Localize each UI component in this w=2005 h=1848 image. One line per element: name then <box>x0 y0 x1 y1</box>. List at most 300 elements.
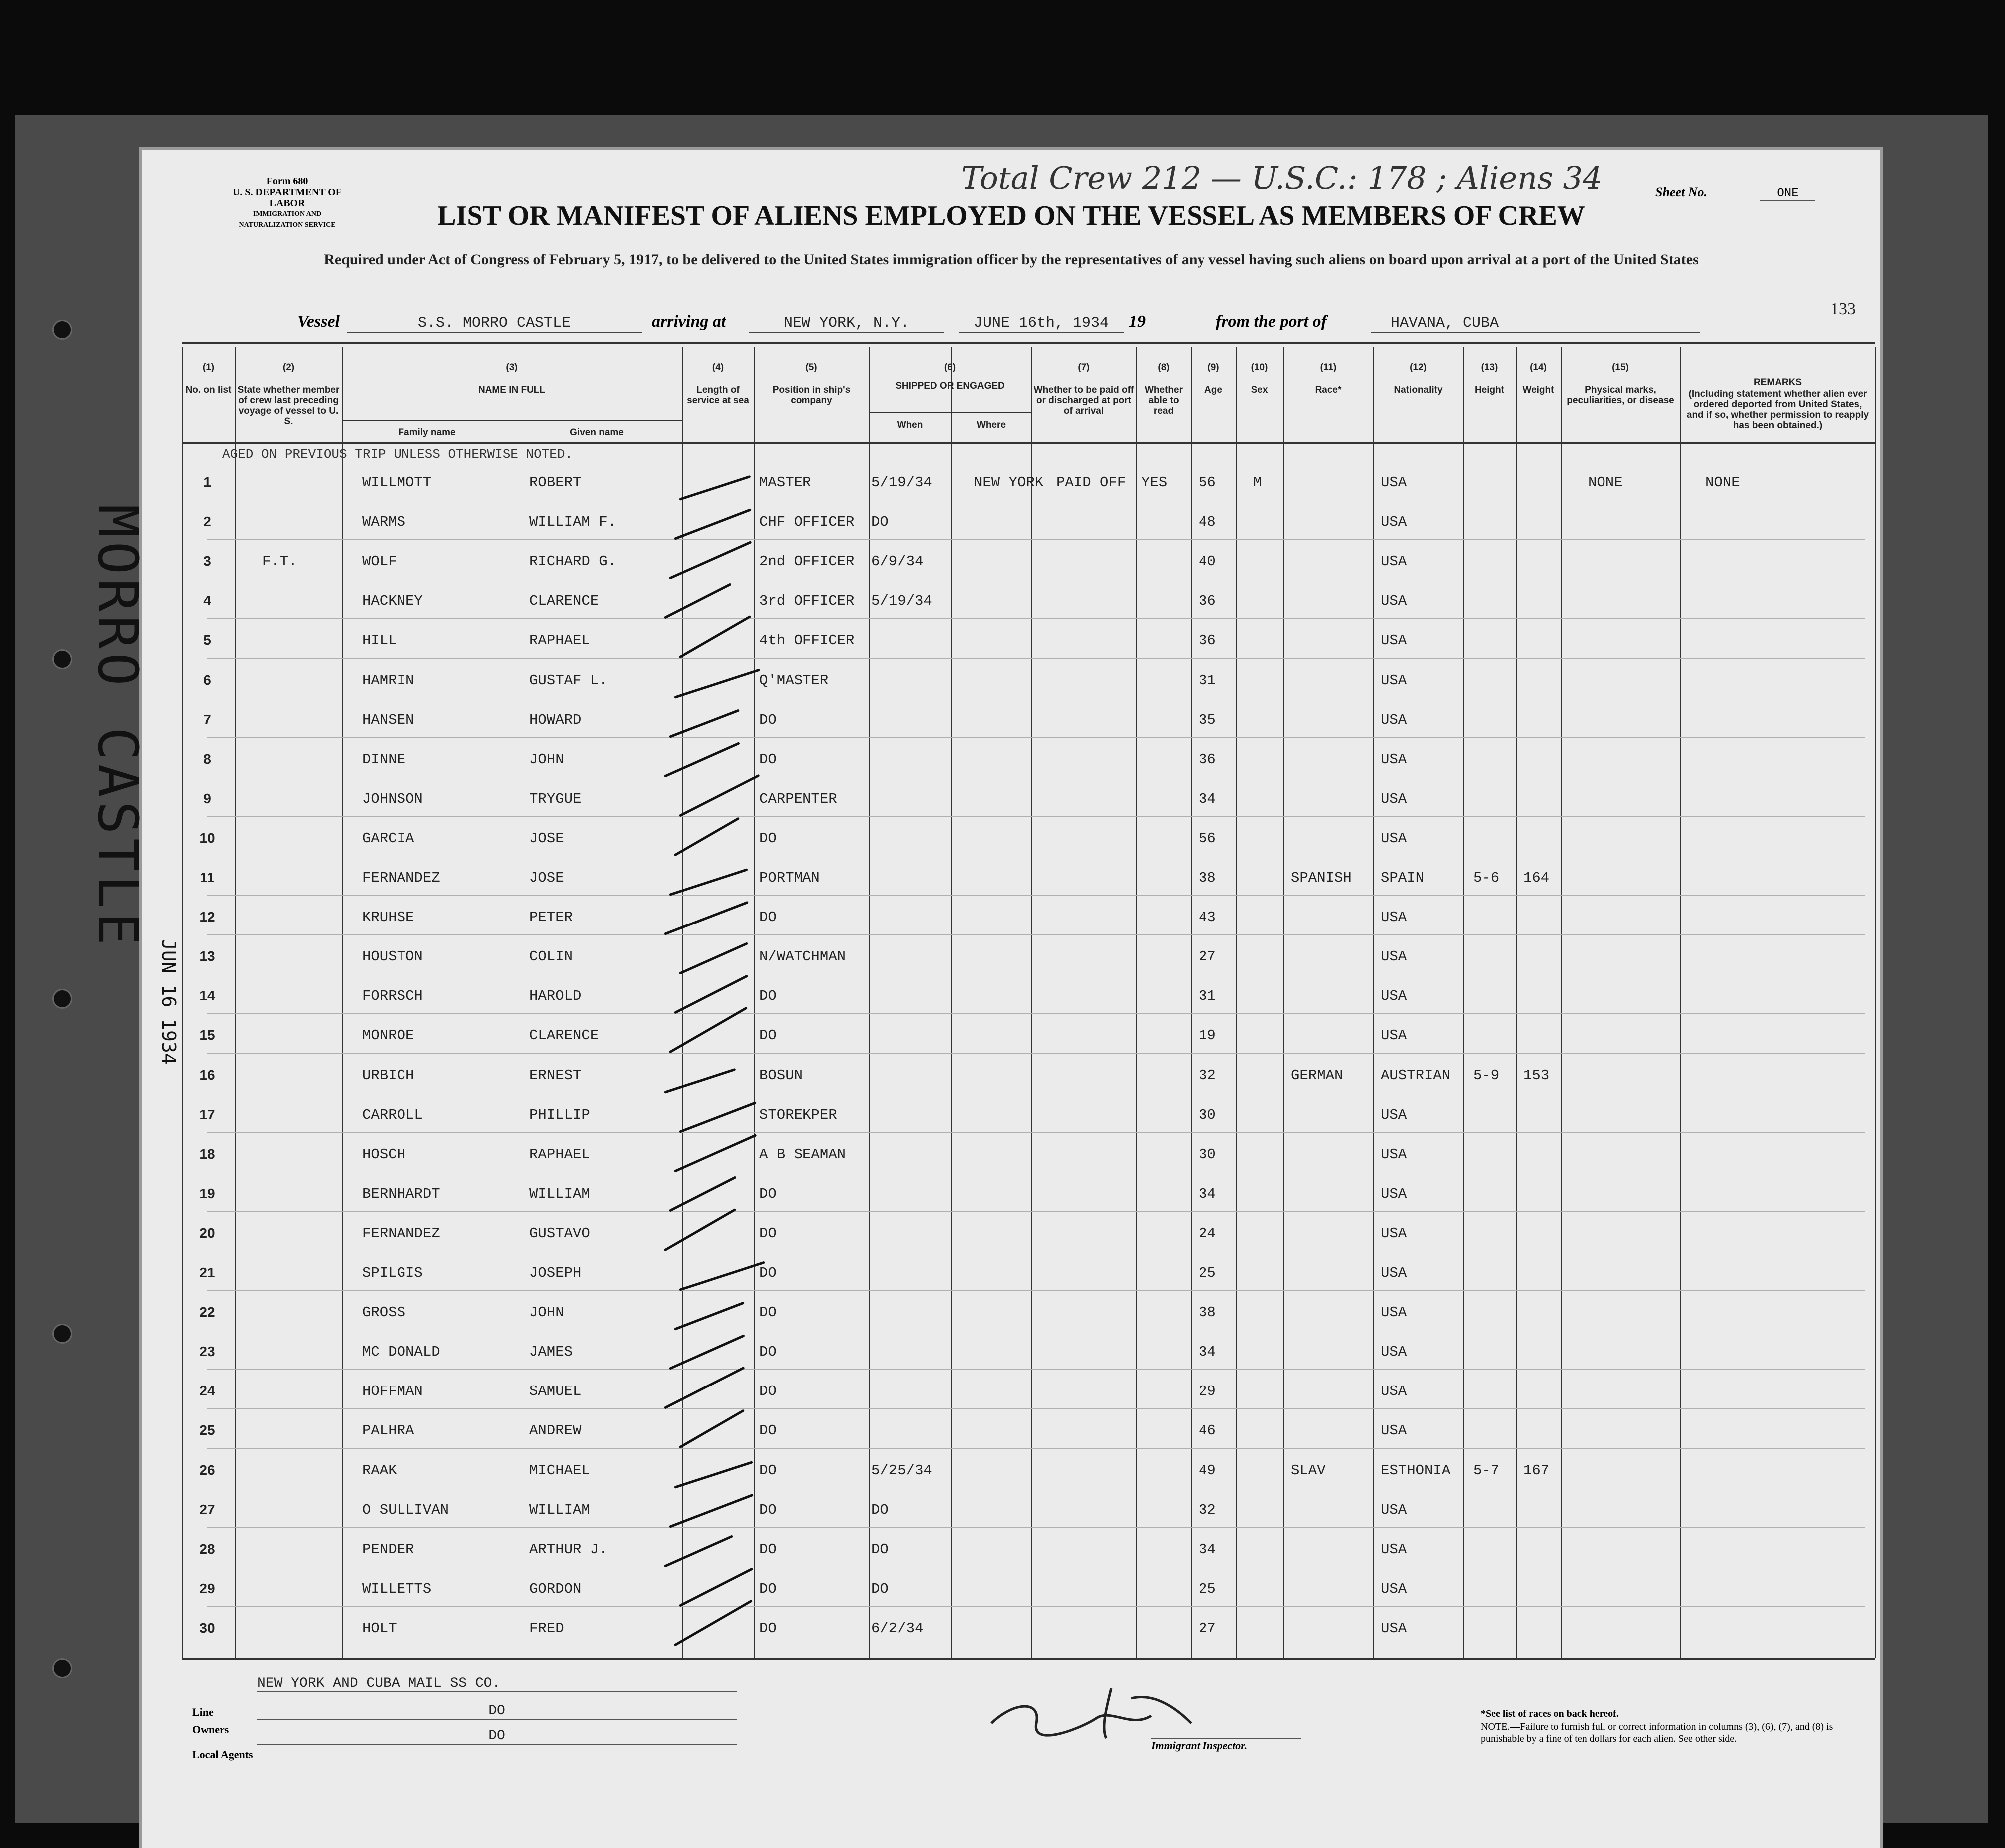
cell-nationality: USA <box>1381 1027 1407 1044</box>
column-header: No. on list <box>185 385 232 395</box>
service-check-mark <box>674 1134 757 1173</box>
row-rule <box>207 1013 1865 1014</box>
row-number: 7 <box>203 711 211 727</box>
cell-position: DO <box>759 1265 777 1281</box>
cell-given: CLARENCE <box>529 1027 599 1044</box>
cell-age: 34 <box>1199 790 1216 807</box>
cell-nationality: USA <box>1381 1501 1407 1518</box>
cell-given: PHILLIP <box>529 1106 590 1123</box>
cell-position: DO <box>759 1383 777 1400</box>
cell-when: 5/25/34 <box>871 1462 932 1479</box>
row-rule <box>207 1290 1865 1291</box>
row-rule <box>207 618 1865 619</box>
row-rule <box>207 1527 1865 1528</box>
cell-position: CARPENTER <box>759 790 837 807</box>
row-number: 14 <box>199 988 215 1004</box>
row-number: 29 <box>199 1580 215 1596</box>
cell-age: 49 <box>1199 1462 1216 1479</box>
punch-hole <box>52 989 72 1009</box>
row-number: 24 <box>199 1383 215 1399</box>
cell-family: PENDER <box>362 1541 414 1558</box>
cell-family: JOHNSON <box>362 790 423 807</box>
service-check-mark <box>664 901 749 935</box>
cell-position: DO <box>759 909 777 926</box>
row-number: 17 <box>199 1106 215 1122</box>
cell-family: WILLETTS <box>362 1580 432 1597</box>
cell-nationality: USA <box>1381 593 1407 610</box>
cell-when: DO <box>871 1580 889 1597</box>
row-rule <box>207 1448 1865 1449</box>
column-rule <box>342 347 343 1658</box>
service-check-mark <box>664 742 740 778</box>
row-number: 3 <box>203 553 211 569</box>
cell-weight: 167 <box>1523 1462 1550 1479</box>
row-number: 2 <box>203 514 211 530</box>
column-rule <box>1136 347 1137 1658</box>
column-header: Physical marks, peculiarities, or disease <box>1567 385 1674 406</box>
cell-given: PETER <box>529 909 573 926</box>
agents-value: DO <box>257 1728 737 1745</box>
punch-hole <box>52 649 72 669</box>
column-header: NAME IN FULL <box>478 385 546 395</box>
cell-given: GORDON <box>529 1580 582 1597</box>
cell-family: WARMS <box>362 514 406 531</box>
cell-family: GROSS <box>362 1304 406 1321</box>
inspector-label: Immigrant Inspector. <box>1151 1738 1301 1752</box>
cell-nationality: USA <box>1381 1541 1407 1558</box>
cell-where: NEW YORK <box>974 474 1044 491</box>
cell-age: 34 <box>1199 1344 1216 1361</box>
cell-family: PALHRA <box>362 1422 414 1439</box>
column-number: (3) <box>506 362 518 373</box>
cell-nationality: USA <box>1381 1580 1407 1597</box>
cell-age: 56 <box>1199 830 1216 847</box>
cell-age: 46 <box>1199 1422 1216 1439</box>
cell-position: DO <box>759 711 777 728</box>
row-number: 16 <box>199 1067 215 1083</box>
row-number: 25 <box>199 1422 215 1438</box>
cell-given: JOSEPH <box>529 1265 582 1281</box>
row-number: 22 <box>199 1304 215 1320</box>
cell-nationality: ESTHONIA <box>1381 1462 1451 1479</box>
column-rule <box>1875 347 1876 1658</box>
service-check-mark <box>679 1101 757 1133</box>
cell-family: SPILGIS <box>362 1265 423 1281</box>
column-number: (6) <box>944 362 956 373</box>
service-check-mark <box>664 1208 736 1252</box>
cell-position: DO <box>759 1541 777 1558</box>
row-number: 18 <box>199 1146 215 1162</box>
cell-age: 31 <box>1199 672 1216 689</box>
subheader-where: Where <box>976 420 1006 430</box>
service-check-mark <box>679 774 760 817</box>
cell-nationality: USA <box>1381 1383 1407 1400</box>
cell-given: GUSTAF L. <box>529 672 608 689</box>
cell-given: SAMUEL <box>529 1383 582 1400</box>
cell-weight: 153 <box>1523 1067 1550 1084</box>
previous-trip-note: AGED ON PREVIOUS TRIP UNLESS OTHERWISE NOTED. <box>222 447 573 462</box>
service-check-mark <box>674 817 740 856</box>
cell-family: HOSCH <box>362 1146 406 1163</box>
cell-family: O SULLIVAN <box>362 1501 449 1518</box>
cell-family: URBICH <box>362 1067 414 1084</box>
cell-age: 48 <box>1199 514 1216 531</box>
owners-value: DO <box>257 1703 737 1720</box>
from-port: HAVANA, CUBA <box>1371 315 1700 333</box>
races-note: *See list of races on back hereof. <box>1481 1708 1619 1719</box>
vessel-label: Vessel <box>297 312 340 331</box>
cell-nationality: USA <box>1381 909 1407 926</box>
cell-position: DO <box>759 1422 777 1439</box>
cell-age: 27 <box>1199 948 1216 965</box>
cell-age: 19 <box>1199 1027 1216 1044</box>
column-rule <box>1516 347 1517 1658</box>
column-number: (10) <box>1251 362 1268 373</box>
service-check-mark <box>664 1367 745 1409</box>
cell-position: 3rd OFFICER <box>759 593 855 610</box>
cell-position: 4th OFFICER <box>759 632 855 649</box>
cell-age: 36 <box>1199 751 1216 768</box>
vessel-name: S.S. MORRO CASTLE <box>347 315 642 333</box>
cell-given: ERNEST <box>529 1067 582 1084</box>
cell-age: 38 <box>1199 870 1216 886</box>
row-number: 30 <box>199 1620 215 1636</box>
cell-nationality: USA <box>1381 711 1407 728</box>
cell-family: HOFFMAN <box>362 1383 423 1400</box>
cell-height: 5-9 <box>1473 1067 1500 1084</box>
service-check-mark <box>679 475 751 501</box>
cell-position: DO <box>759 751 777 768</box>
cell-remarks: NONE <box>1705 474 1740 491</box>
column-number: (14) <box>1530 362 1547 373</box>
cell-given: WILLIAM <box>529 1501 590 1518</box>
row-number: 1 <box>203 474 211 490</box>
cell-read: YES <box>1141 474 1168 491</box>
service-check-mark <box>679 615 751 659</box>
cell-nationality: SPAIN <box>1381 870 1425 886</box>
cell-position: 2nd OFFICER <box>759 553 855 570</box>
cell-nationality: USA <box>1381 632 1407 649</box>
cell-height: 5-7 <box>1473 1462 1500 1479</box>
column-rule <box>235 347 236 1658</box>
subheader-family-name: Family name <box>398 427 456 438</box>
cell-nationality: USA <box>1381 1146 1407 1163</box>
cell-age: 38 <box>1199 1304 1216 1321</box>
cell-nationality: USA <box>1381 672 1407 689</box>
line-value: NEW YORK AND CUBA MAIL SS CO. <box>257 1676 737 1692</box>
cell-position: DO <box>759 1304 777 1321</box>
column-header: State whether member of crew last preceding voyage of vessel to U. S. <box>237 385 340 427</box>
cell-position: DO <box>759 1580 777 1597</box>
cell-age: 43 <box>1199 909 1216 926</box>
cell-age: 56 <box>1199 474 1216 491</box>
cell-family: MONROE <box>362 1027 414 1044</box>
column-rule <box>1191 347 1192 1658</box>
row-rule <box>207 658 1865 659</box>
column-header: Weight <box>1522 385 1554 395</box>
cell-family: HANSEN <box>362 711 414 728</box>
arriving-port: NEW YORK, N.Y. <box>749 315 944 333</box>
service-check-mark <box>669 1176 737 1212</box>
punch-hole <box>52 320 72 340</box>
arriving-label: arriving at <box>652 312 726 331</box>
table-top-rule <box>182 342 1875 344</box>
row-number: 9 <box>203 790 211 806</box>
cell-marks: NONE <box>1588 474 1623 491</box>
service-check-mark <box>669 868 748 896</box>
service-check-mark <box>664 583 732 619</box>
row-rule <box>207 539 1865 540</box>
service-check-mark <box>674 975 748 1014</box>
year-label: 19 <box>1129 312 1146 331</box>
column-rule <box>1463 347 1464 1658</box>
header-bottom-rule <box>182 442 1875 444</box>
row-number: 23 <box>199 1344 215 1360</box>
cell-position: Q'MASTER <box>759 672 829 689</box>
cell-given: JAMES <box>529 1344 573 1361</box>
column-header: Race* <box>1315 385 1342 395</box>
row-rule <box>207 934 1865 935</box>
cell-position: CHF OFFICER <box>759 514 855 531</box>
cell-position: DO <box>759 1344 777 1361</box>
cell-nationality: USA <box>1381 1620 1407 1637</box>
cell-family: FERNANDEZ <box>362 870 440 886</box>
cell-age: 36 <box>1199 593 1216 610</box>
owners-label: Owners <box>192 1723 229 1736</box>
column-rule <box>682 347 683 1658</box>
row-rule <box>207 1132 1865 1133</box>
cell-position: DO <box>759 1501 777 1518</box>
cell-nationality: USA <box>1381 948 1407 965</box>
cell-race: SPANISH <box>1291 870 1352 886</box>
row-number: 8 <box>203 751 211 767</box>
cell-position: DO <box>759 988 777 1005</box>
service-check-mark <box>674 508 752 540</box>
cell-given: ROBERT <box>529 474 582 491</box>
cell-given: WILLIAM F. <box>529 514 617 531</box>
cell-family: BERNHARDT <box>362 1185 440 1202</box>
cell-given: HOWARD <box>529 711 582 728</box>
cell-given: JOHN <box>529 1304 564 1321</box>
column-rule <box>1236 347 1237 1658</box>
service-check-mark <box>669 1334 745 1370</box>
cell-age: 40 <box>1199 553 1216 570</box>
cell-when: DO <box>871 514 889 531</box>
inspector-signature <box>981 1668 1231 1743</box>
cell-age: 24 <box>1199 1225 1216 1242</box>
cell-nationality: AUSTRIAN <box>1381 1067 1451 1084</box>
form-service: IMMIGRATION AND NATURALIZATION SERVICE <box>239 210 336 229</box>
subheader-when: When <box>897 420 923 430</box>
cell-family: RAAK <box>362 1462 397 1479</box>
cell-nationality: USA <box>1381 1422 1407 1439</box>
cell-position: DO <box>759 1620 777 1637</box>
cell-nationality: USA <box>1381 751 1407 768</box>
service-check-mark <box>679 1567 753 1607</box>
row-number: 20 <box>199 1225 215 1241</box>
cell-nationality: USA <box>1381 1225 1407 1242</box>
cell-nationality: USA <box>1381 988 1407 1005</box>
cell-age: 35 <box>1199 711 1216 728</box>
column-number: (7) <box>1078 362 1090 373</box>
cell-paid: PAID OFF <box>1056 474 1126 491</box>
cell-position: DO <box>759 1225 777 1242</box>
handwritten-totals: Total Crew 212 — U.S.C.: 178 ; Aliens 34 <box>961 160 1603 196</box>
column-number: (15) <box>1612 362 1629 373</box>
service-check-mark <box>664 1068 736 1093</box>
column-header: Height <box>1474 385 1505 395</box>
cell-family: HAMRIN <box>362 672 414 689</box>
column-rule <box>1031 347 1032 1658</box>
remarks-note: (Including statement whether alien ever ordered deported from United States, and if so, whether permission to reapply has been obtained.) <box>1686 389 1869 431</box>
cell-family: HOLT <box>362 1620 397 1637</box>
row-number: 28 <box>199 1541 215 1557</box>
column-rule <box>1561 347 1562 1658</box>
cell-when: DO <box>871 1501 889 1518</box>
cell-nationality: USA <box>1381 1106 1407 1123</box>
service-check-mark <box>664 1535 733 1568</box>
cell-family: HILL <box>362 632 397 649</box>
cell-age: 34 <box>1199 1185 1216 1202</box>
cell-age: 34 <box>1199 1541 1216 1558</box>
cell-position: N/WATCHMAN <box>759 948 846 965</box>
column-rule <box>951 347 952 1658</box>
sheet-label: Sheet No. <box>1655 185 1707 199</box>
cell-position: BOSUN <box>759 1067 803 1084</box>
cell-given: CLARENCE <box>529 593 599 610</box>
cell-position: A B SEAMAN <box>759 1146 846 1163</box>
cell-given: WILLIAM <box>529 1185 590 1202</box>
cell-when: 5/19/34 <box>871 593 932 610</box>
cell-given: ANDREW <box>529 1422 582 1439</box>
penalty-note: NOTE.—Failure to furnish full or correct information in columns (3), (6), (7), and (8) is punishable by a fine of ten dollars for each alien. See other side. <box>1481 1721 1833 1744</box>
cell-nationality: USA <box>1381 790 1407 807</box>
cell-age: 30 <box>1199 1106 1216 1123</box>
cell-age: 32 <box>1199 1501 1216 1518</box>
row-number: 19 <box>199 1185 215 1201</box>
column-number: (9) <box>1207 362 1219 373</box>
cell-given: RAPHAEL <box>529 1146 590 1163</box>
cell-nationality: USA <box>1381 474 1407 491</box>
service-check-mark <box>674 1302 745 1331</box>
cell-given: GUSTAVO <box>529 1225 590 1242</box>
cell-given: RAPHAEL <box>529 632 590 649</box>
column-header: Whether able to read <box>1145 385 1183 416</box>
cell-sex: M <box>1253 474 1262 491</box>
column-number: (1) <box>202 362 215 373</box>
manifest-subtitle: Required under Act of Congress of February 5, 1917, to be delivered to the United States immigration officer by the representatives of any vessel having such aliens on board upon arrival at a port of the United States <box>324 251 1699 268</box>
row-number: 21 <box>199 1265 215 1280</box>
column-rule <box>182 347 183 1658</box>
service-check-mark <box>669 709 740 738</box>
cell-age: 31 <box>1199 988 1216 1005</box>
cell-family: WOLF <box>362 553 397 570</box>
cell-age: 36 <box>1199 632 1216 649</box>
column-header: Length of service at sea <box>687 385 749 406</box>
row-number: 26 <box>199 1462 215 1478</box>
cell-given: JOHN <box>529 751 564 768</box>
row-number: 12 <box>199 909 215 925</box>
row-rule <box>207 1369 1865 1370</box>
line-label: Line <box>192 1706 214 1718</box>
row-number: 27 <box>199 1501 215 1517</box>
cell-position: PORTMAN <box>759 870 820 886</box>
cell-nationality: USA <box>1381 830 1407 847</box>
row-number: 13 <box>199 948 215 964</box>
agents-label: Local Agents <box>192 1748 253 1761</box>
cell-when: 6/9/34 <box>871 553 924 570</box>
row-rule <box>207 737 1865 738</box>
column-header: REMARKS <box>1753 377 1802 388</box>
column-rule <box>1373 347 1374 1658</box>
column-number: (8) <box>1158 362 1170 373</box>
cell-age: 32 <box>1199 1067 1216 1084</box>
cell-given: JOSE <box>529 830 564 847</box>
cell-position: MASTER <box>759 474 811 491</box>
cell-when: DO <box>871 1541 889 1558</box>
punch-hole <box>52 1324 72 1344</box>
cell-given: HAROLD <box>529 988 582 1005</box>
column-number: (2) <box>282 362 295 373</box>
cell-position: DO <box>759 1462 777 1479</box>
cell-given: COLIN <box>529 948 573 965</box>
cell-state: F.T. <box>262 553 297 570</box>
column-header: Nationality <box>1394 385 1443 395</box>
cell-family: GARCIA <box>362 830 414 847</box>
column-header: Sex <box>1251 385 1268 395</box>
cell-family: MC DONALD <box>362 1344 440 1361</box>
cell-when: 5/19/34 <box>871 474 932 491</box>
row-rule <box>207 1211 1865 1212</box>
cell-nationality: USA <box>1381 1344 1407 1361</box>
column-number: (5) <box>805 362 817 373</box>
column-header: Age <box>1204 385 1222 395</box>
cell-family: WILLMOTT <box>362 474 432 491</box>
cell-race: SLAV <box>1291 1462 1326 1479</box>
cell-nationality: USA <box>1381 514 1407 531</box>
row-number: 4 <box>203 593 211 609</box>
row-rule <box>207 895 1865 896</box>
cell-weight: 164 <box>1523 870 1550 886</box>
column-number: (12) <box>1410 362 1427 373</box>
page-number: 133 <box>1830 300 1856 318</box>
subheader-rule <box>342 420 682 421</box>
service-check-mark <box>679 942 748 975</box>
row-number: 5 <box>203 632 211 648</box>
cell-given: RICHARD G. <box>529 553 617 570</box>
date-stamp: JUN 16 1934 <box>158 939 180 1065</box>
cell-position: DO <box>759 1185 777 1202</box>
row-rule <box>207 816 1865 817</box>
cell-nationality: USA <box>1381 1185 1407 1202</box>
column-rule <box>1680 347 1681 1658</box>
column-header: SHIPPED OR ENGAGED <box>895 381 1005 391</box>
row-number: 10 <box>199 830 215 846</box>
manifest-title: LIST OR MANIFEST OF ALIENS EMPLOYED ON THE VESSEL AS MEMBERS OF CREW <box>437 200 1585 231</box>
cell-position: STOREKPER <box>759 1106 837 1123</box>
cell-nationality: USA <box>1381 553 1407 570</box>
table-bottom-rule <box>182 1658 1875 1660</box>
from-label: from the port of <box>1216 312 1327 331</box>
service-check-mark <box>669 541 752 580</box>
form-number: Form 680 <box>266 176 308 187</box>
service-check-mark <box>679 1261 765 1291</box>
subheader-rule <box>869 412 1031 413</box>
column-rule <box>754 347 755 1658</box>
manifest-sheet <box>142 150 1880 1848</box>
column-header: Position in ship's company <box>772 385 851 406</box>
row-rule <box>207 1053 1865 1054</box>
